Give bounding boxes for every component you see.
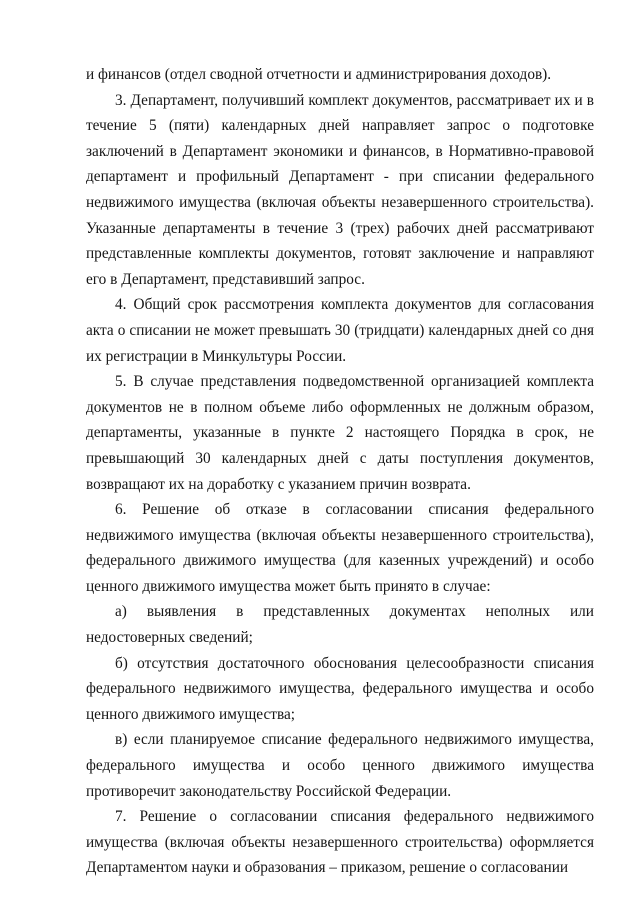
paragraph-item-3: 3. Департамент, получивший комплект документов, рассматривает их и в течение 5 (пяти) календарных дней направляет запрос о подготовке заключений в Департамент экономики и финансов, в Нормативно-правовой департамент и профильный Департамент - при списании федерального недвижимого имущества (включая объекты незавершенного строительства). Указанные департаменты в течение 3 (трех) рабочих дней рассматривают представленные комплекты документов, готовят заключение и направляют его в Департамент, представивший запрос. [86, 91, 594, 288]
paragraph-item-6: 6. Решение об отказе в согласовании списания федерального недвижимого имущества (включая объекты незавершенного строительства), федерального движимого имущества (для казенных учреждений) и особо ценного движимого имущества может быть принято в случае: [86, 501, 594, 595]
subitem-v: в) если планируемое списание федерального недвижимого имущества, федерального имущества и особо ценного движимого имущества противоречит законодательству Российской Федерации. [86, 731, 594, 800]
paragraph-item-5: 5. В случае представления подведомственной организацией комплекта документов не в полном объеме либо оформленных не должным образом, департаменты, указанные в пункте 2 настоящего Порядка в срок, не превышающий 30 календарных дней с даты поступления документов, возвращают их на доработку с указанием причин возврата. [86, 373, 594, 493]
subitem-a: а) выявления в представленных документах неполных или недостоверных сведений; [86, 603, 594, 647]
subitem-b: б) отсутствия достаточного обоснования целесообразности списания федерального недвижимого имущества, федерального имущества и особо ценного движимого имущества; [86, 654, 594, 723]
paragraph-continuation: и финансов (отдел сводной отчетности и администрирования доходов). [86, 66, 552, 83]
paragraph-item-7: 7. Решение о согласовании списания федерального недвижимого имущества (включая объекты незавершенного строительства) оформляется Департаментом науки и образования – приказом, решение о согласовании [86, 808, 594, 877]
paragraph-item-4: 4. Общий срок рассмотрения комплекта документов для согласования акта о списании не может превышать 30 (тридцати) календарных дней со дня их регистрации в Минкультуры России. [86, 296, 594, 365]
document-body [86, 62, 594, 881]
